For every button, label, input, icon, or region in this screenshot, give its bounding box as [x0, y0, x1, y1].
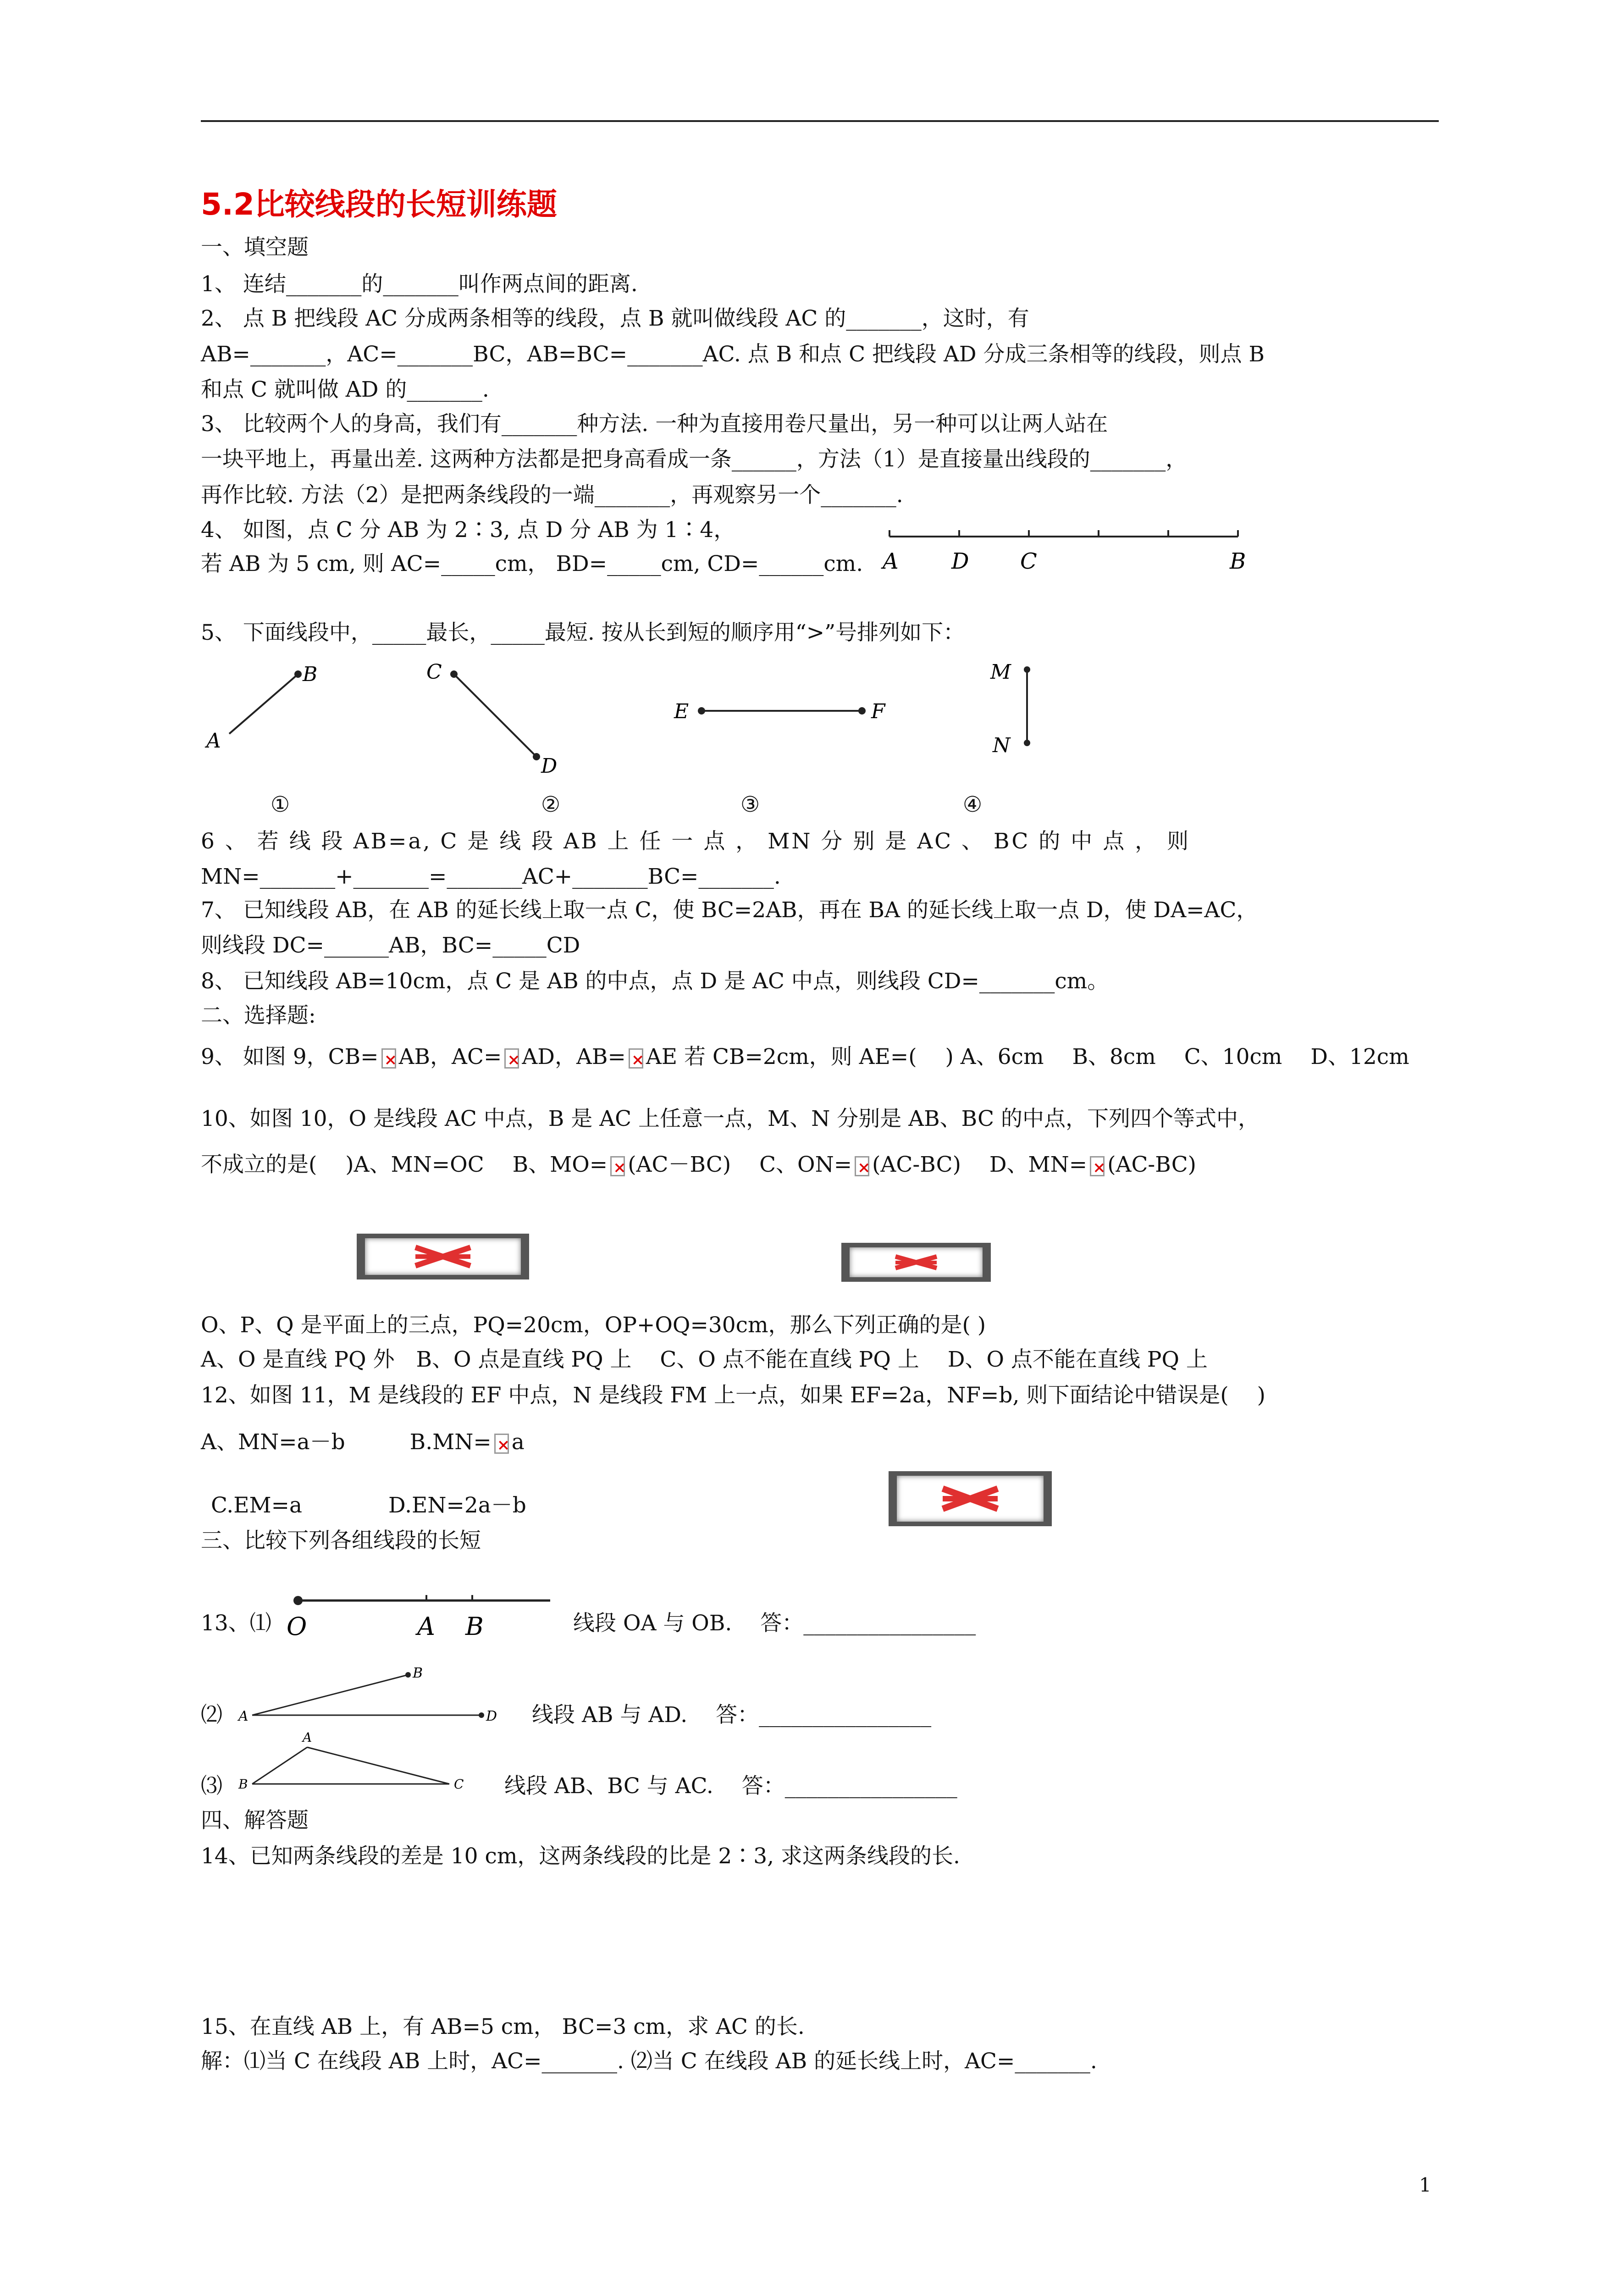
q5-fig1-label-a: A	[206, 729, 221, 753]
q5-fig3-label-e: E	[674, 700, 689, 723]
q13-fig2-label-b: B	[413, 1665, 423, 1681]
q4-label-a: A	[883, 548, 899, 574]
section-fill-blank: 一、填空题	[201, 235, 309, 260]
q4-label-c: C	[1020, 548, 1037, 574]
question-3-line-1: 3、 比较两个人的身高，我们有_______种方法. 一种为直接用卷尺量出，另一种可以让两人站在	[201, 411, 1108, 437]
q5-fig2-label-c: C	[426, 660, 442, 684]
q12-text-2: a	[511, 1429, 525, 1455]
q13-fig2-label-a: A	[238, 1708, 249, 1724]
question-13-2-label: ⑵	[201, 1702, 222, 1728]
figure-11-broken-image	[889, 1471, 1052, 1526]
question-12-line-3: C.EM=a D.EN=2a－b	[211, 1493, 526, 1518]
q5-figure-1-label: ①	[271, 792, 290, 817]
broken-image-icon	[610, 1156, 625, 1176]
question-4-line-1: 4、 如图，点 C 分 AB 为 2∶3, 点 D 分 AB 为 1∶4，	[201, 517, 735, 543]
question-13-3-label: ⑶	[201, 1773, 222, 1799]
q5-figure-1	[202, 656, 339, 770]
page-title: 5.2比较线段的长短训练题	[201, 187, 557, 222]
q4-segment-figure	[871, 523, 1256, 582]
q13-fig1-label-a: A	[417, 1612, 435, 1641]
q13-figure-2	[225, 1660, 518, 1724]
question-13-3-text: 线段 AB、BC 与 AC. 答：________________	[504, 1773, 957, 1799]
q5-figure-3	[669, 692, 908, 729]
question-1: 1、 连结_______的_______叫作两点间的距离.	[201, 271, 638, 297]
question-11-line-1: O、P、Q 是平面上的三点，PQ=20cm，OP+OQ=30cm，那么下列正确的是( )	[201, 1313, 986, 1338]
question-10-line-2	[201, 1151, 1196, 1179]
question-7-line-1: 7、 已知线段 AB，在 AB 的延长线上取一点 C，使 BC=2AB，再在 BA 的延长线上取一点 D，使 DA=AC，	[201, 897, 1258, 923]
q5-figure-2-label: ②	[541, 792, 561, 817]
broken-image-icon	[855, 1156, 869, 1176]
question-10-line-1: 10、如图 10，O 是线段 AC 中点，B 是 AC 上任意一点，M、N 分别是 AB、BC 的中点，下列四个等式中，	[201, 1106, 1259, 1131]
broken-image-icon	[494, 1434, 509, 1454]
q5-figure-2	[413, 656, 573, 784]
figure-10-broken-image	[841, 1243, 991, 1282]
q5-fig4-label-m: M	[990, 660, 1011, 684]
q10-text-3: (AC-BC) D、MN=	[872, 1152, 1088, 1177]
question-12-line-2	[201, 1429, 525, 1456]
question-13-2-text: 线段 AB 与 AD. 答：________________	[532, 1702, 932, 1728]
question-15-line-1: 15、在直线 AB 上，有 AB=5 cm， BC=3 cm，求 AC 的长.	[201, 2014, 805, 2039]
q13-fig3-label-a: A	[303, 1730, 312, 1745]
question-5: 5、 下面线段中，_____最长，_____最短. 按从长到短的顺序用“>”号排列如下：	[201, 620, 965, 645]
q4-label-b: B	[1230, 548, 1246, 574]
question-13-1-label: 13、⑴	[201, 1611, 271, 1636]
question-7-line-2: 则线段 DC=______AB，BC=_____CD	[201, 933, 580, 958]
question-13-1-text: 线段 OA 与 OB. 答：________________	[573, 1611, 976, 1636]
q5-figure-4	[986, 651, 1059, 766]
top-rule	[201, 120, 1439, 122]
question-3-line-2: 一块平地上，再量出差. 这两种方法都是把身高看成一条______，方法（1）是直接量出线段的_______，	[201, 447, 1188, 472]
q10-text-4: (AC-BC)	[1107, 1152, 1197, 1177]
q5-fig1-label-b: B	[303, 663, 318, 686]
broken-image-icon	[381, 1048, 396, 1069]
q13-fig2-label-d: D	[486, 1708, 497, 1724]
question-9	[201, 1043, 1409, 1071]
section-choice: 二、选择题:	[201, 1003, 316, 1028]
section-solve: 四、解答题	[201, 1808, 309, 1833]
question-2-line-1: 2、 点 B 把线段 AC 分成两条相等的线段，点 B 就叫做线段 AC 的_______，这时，有	[201, 306, 1029, 331]
question-6-line-1: 6 、 若 线 段 AB=a, C 是 线 段 AB 上 任 一 点 ， MN 分 别 是 AC 、 BC 的 中 点 ， 则	[201, 829, 1191, 854]
q13-figure-3	[225, 1729, 481, 1793]
q9-text-2: AB，AC=	[398, 1044, 502, 1069]
question-2-line-3: 和点 C 就叫做 AD 的_______.	[201, 377, 489, 402]
q5-figure-3-label: ③	[740, 792, 760, 817]
question-14: 14、已知两条线段的差是 10 cm，这两条线段的比是 2∶3, 求这两条线段的长.	[201, 1844, 960, 1869]
q9-text-1: 9、 如图 9，CB=	[201, 1044, 379, 1069]
q9-text-3: AD，AB=	[522, 1044, 626, 1069]
question-3-line-3: 再作比较. 方法（2）是把两条线段的一端_______，再观察另一个_______.	[201, 482, 903, 508]
question-4-line-2: 若 AB 为 5 cm, 则 AC=_____cm， BD=_____cm, CD=______cm.	[201, 551, 863, 576]
question-15-line-2: 解：⑴当 C 在线段 AB 上时，AC=_______. ⑵当 C 在线段 AB 的延长线上时，AC=_______.	[201, 2049, 1097, 2074]
question-11-line-2: A、O 是直线 PQ 外 B、O 点是直线 PQ 上 C、O 点不能在直线 PQ 上 D、O 点不能在直线 PQ 上	[201, 1347, 1208, 1372]
page-number: 1	[1419, 2174, 1431, 2196]
q4-label-d: D	[951, 548, 969, 574]
q5-fig2-label-d: D	[541, 754, 558, 778]
question-8: 8、 已知线段 AB=10cm，点 C 是 AB 的中点，点 D 是 AC 中点，则线段 CD=_______cm。	[201, 969, 1109, 994]
question-6-line-2: MN=_______+_______=_______AC+_______BC=_______.	[201, 864, 781, 889]
question-2-line-2: AB=_______，AC=_______BC，AB=BC=_______AC. 点 B 和点 C 把线段 AD 分成三条相等的线段，则点 B	[201, 342, 1265, 367]
question-12-line-1: 12、如图 11，M 是线段的 EF 中点，N 是线段 FM 上一点，如果 EF=2a，NF=b, 则下面结论中错误是( )	[201, 1383, 1265, 1408]
q13-figure-1	[280, 1587, 555, 1646]
broken-image-icon	[504, 1048, 519, 1069]
broken-image-icon	[629, 1048, 643, 1069]
q12-text-1: A、MN=a－b B.MN=	[201, 1429, 492, 1455]
q13-fig1-label-o: O	[287, 1612, 307, 1641]
q13-fig3-label-b: B	[238, 1777, 248, 1792]
q10-text-2: (AC－BC) C、ON=	[628, 1152, 852, 1177]
q10-text-1: 不成立的是( )A、MN=OC B、MO=	[201, 1152, 608, 1177]
q5-fig3-label-f: F	[871, 700, 885, 723]
q9-text-4: AE 若 CB=2cm，则 AE=( ) A、6cm B、8cm C、10cm D、12cm	[646, 1044, 1409, 1069]
figure-9-broken-image	[357, 1234, 529, 1279]
q13-fig1-label-b: B	[465, 1612, 484, 1641]
broken-image-icon	[1090, 1156, 1105, 1176]
q5-figure-4-label: ④	[963, 792, 983, 817]
q5-fig4-label-n: N	[993, 734, 1011, 757]
q13-fig3-label-c: C	[454, 1777, 464, 1792]
section-compare: 三、比较下列各组线段的长短	[201, 1528, 481, 1553]
